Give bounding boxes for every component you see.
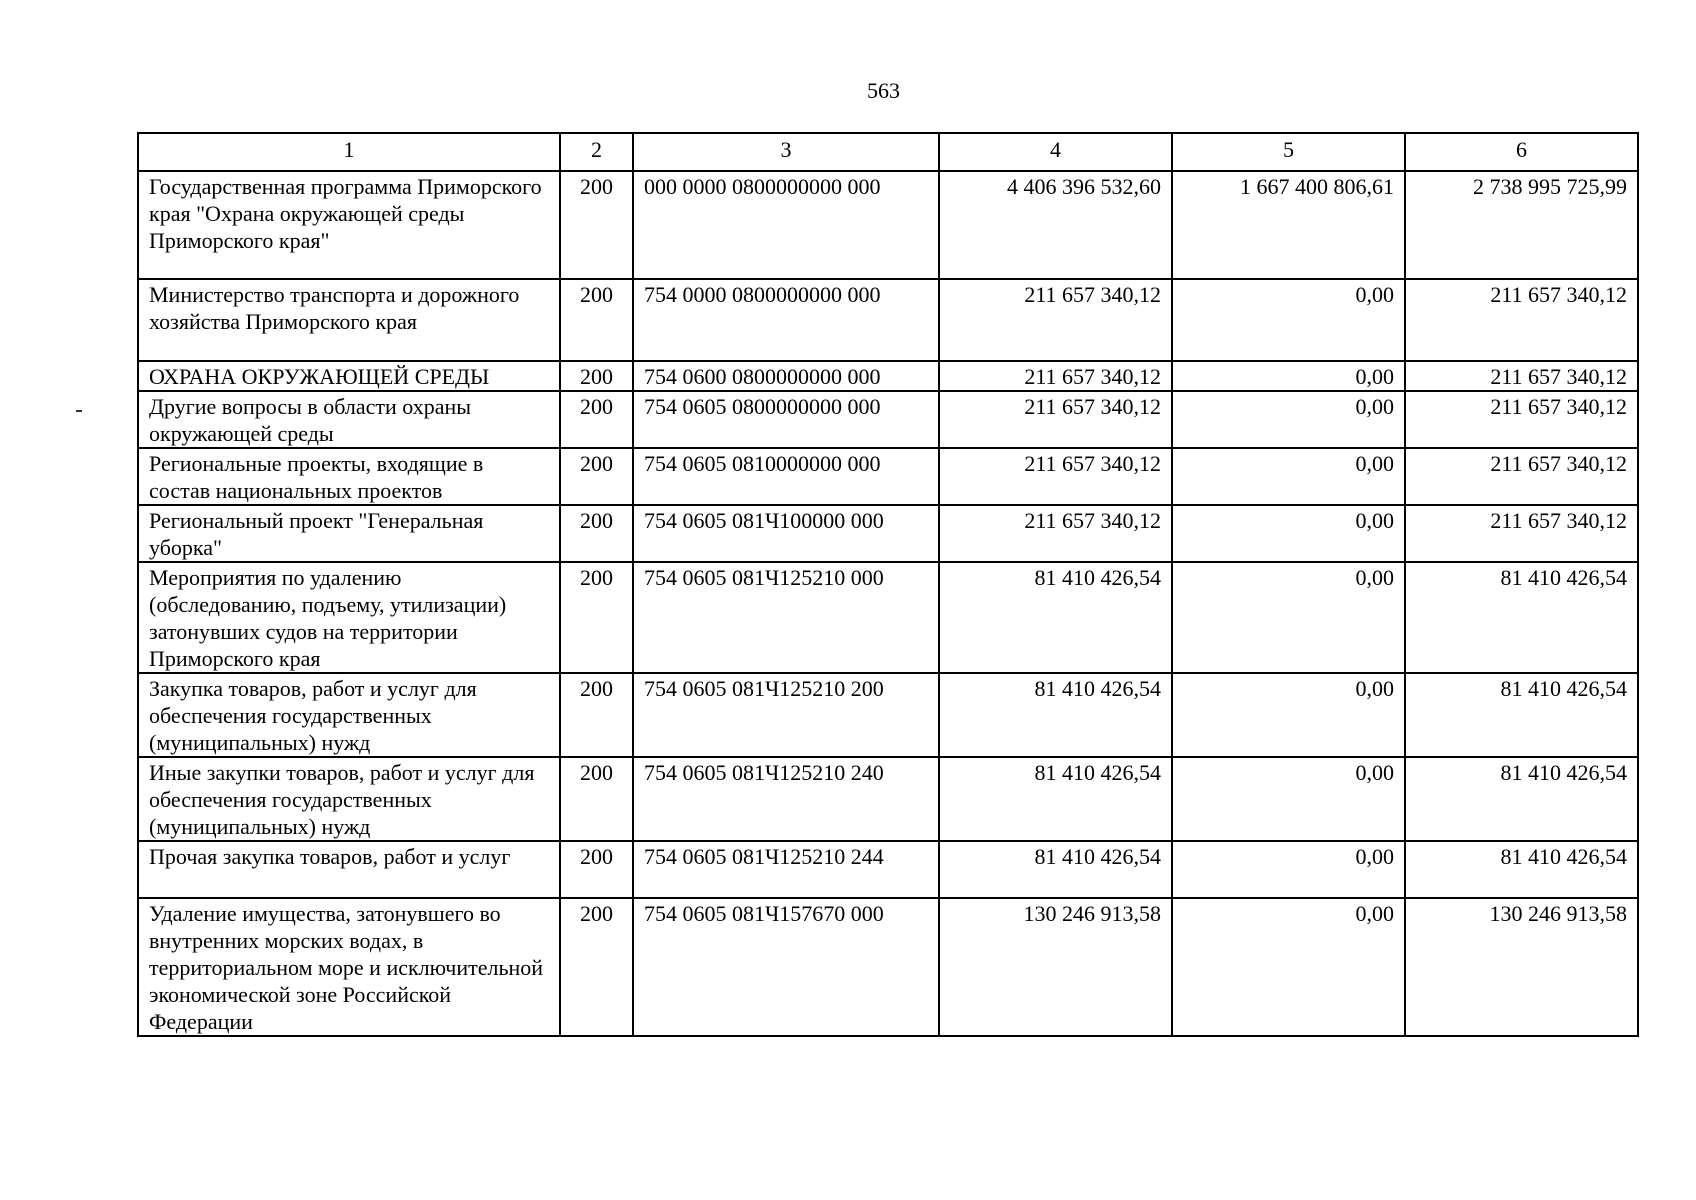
header-row xyxy=(138,133,1638,171)
row-value-4: 211 657 340,12 xyxy=(939,391,1172,448)
row-value-6: 81 410 426,54 xyxy=(1405,562,1638,673)
table-row xyxy=(138,673,1638,757)
row-group: 200 xyxy=(560,361,633,391)
row-value-5: 0,00 xyxy=(1172,841,1405,898)
row-value-4: 81 410 426,54 xyxy=(939,562,1172,673)
row-code: 754 0605 081Ч125210 244 xyxy=(633,841,939,898)
row-group: 200 xyxy=(560,562,633,673)
row-value-5: 0,00 xyxy=(1172,673,1405,757)
table-row xyxy=(138,757,1638,841)
row-value-6: 130 246 913,58 xyxy=(1405,898,1638,1036)
page-number: 563 xyxy=(867,78,900,103)
row-code: 754 0605 081Ч125210 000 xyxy=(633,562,939,673)
row-value-5: 0,00 xyxy=(1172,757,1405,841)
row-name: Иные закупки товаров, работ и услуг для обеспечения государственных (муниципальных) нужд xyxy=(138,757,560,841)
row-value-5: 0,00 xyxy=(1172,562,1405,673)
row-code: 754 0605 081Ч125210 200 xyxy=(633,673,939,757)
table-row xyxy=(138,562,1638,673)
row-value-4: 4 406 396 532,60 xyxy=(939,171,1172,279)
row-value-4: 211 657 340,12 xyxy=(939,279,1172,361)
row-value-6: 211 657 340,12 xyxy=(1405,279,1638,361)
table-row xyxy=(138,171,1638,279)
table-row xyxy=(138,448,1638,505)
row-group: 200 xyxy=(560,279,633,361)
row-value-6: 81 410 426,54 xyxy=(1405,841,1638,898)
budget-table xyxy=(137,132,1639,1037)
row-name: Прочая закупка товаров, работ и услуг xyxy=(138,841,560,898)
row-group: 200 xyxy=(560,171,633,279)
column-header-3: 3 xyxy=(633,133,939,171)
row-value-6: 211 657 340,12 xyxy=(1405,448,1638,505)
row-value-4: 81 410 426,54 xyxy=(939,757,1172,841)
row-code: 754 0605 081Ч157670 000 xyxy=(633,898,939,1036)
row-name: Удаление имущества, затонувшего во внутренних морских водах, в территориальном море и исключительной экономической зоне Российской Федерации xyxy=(138,898,560,1036)
row-value-4: 211 657 340,12 xyxy=(939,361,1172,391)
row-group: 200 xyxy=(560,673,633,757)
row-value-4: 130 246 913,58 xyxy=(939,898,1172,1036)
row-group: 200 xyxy=(560,898,633,1036)
row-value-5: 1 667 400 806,61 xyxy=(1172,171,1405,279)
row-code: 754 0605 081Ч100000 000 xyxy=(633,505,939,562)
row-group: 200 xyxy=(560,841,633,898)
row-value-4: 211 657 340,12 xyxy=(939,505,1172,562)
table-row xyxy=(138,898,1638,1036)
column-header-1: 1 xyxy=(138,133,560,171)
table-header xyxy=(138,133,1638,171)
table-body xyxy=(138,171,1638,1036)
row-value-5: 0,00 xyxy=(1172,279,1405,361)
column-header-5: 5 xyxy=(1172,133,1405,171)
table-row xyxy=(138,391,1638,448)
row-code: 754 0605 081Ч125210 240 xyxy=(633,757,939,841)
row-name: ОХРАНА ОКРУЖАЮЩЕЙ СРЕДЫ xyxy=(138,361,560,391)
row-value-4: 211 657 340,12 xyxy=(939,448,1172,505)
row-name: Региональные проекты, входящие в состав национальных проектов xyxy=(138,448,560,505)
scan-mark xyxy=(76,410,82,412)
row-name: Региональный проект "Генеральная уборка" xyxy=(138,505,560,562)
row-group: 200 xyxy=(560,757,633,841)
row-value-6: 81 410 426,54 xyxy=(1405,757,1638,841)
row-code: 754 0605 0800000000 000 xyxy=(633,391,939,448)
column-header-4: 4 xyxy=(939,133,1172,171)
table-row xyxy=(138,505,1638,562)
row-code: 000 0000 0800000000 000 xyxy=(633,171,939,279)
row-value-4: 81 410 426,54 xyxy=(939,841,1172,898)
row-name: Другие вопросы в области охраны окружающей среды xyxy=(138,391,560,448)
row-value-6: 81 410 426,54 xyxy=(1405,673,1638,757)
row-value-6: 211 657 340,12 xyxy=(1405,361,1638,391)
row-value-6: 211 657 340,12 xyxy=(1405,505,1638,562)
table-row xyxy=(138,279,1638,361)
row-value-4: 81 410 426,54 xyxy=(939,673,1172,757)
row-value-5: 0,00 xyxy=(1172,505,1405,562)
row-code: 754 0000 0800000000 000 xyxy=(633,279,939,361)
column-header-6: 6 xyxy=(1405,133,1638,171)
row-group: 200 xyxy=(560,391,633,448)
row-group: 200 xyxy=(560,448,633,505)
column-header-2: 2 xyxy=(560,133,633,171)
row-value-6: 2 738 995 725,99 xyxy=(1405,171,1638,279)
row-name: Министерство транспорта и дорожного хозяйства Приморского края xyxy=(138,279,560,361)
row-value-6: 211 657 340,12 xyxy=(1405,391,1638,448)
row-code: 754 0600 0800000000 000 xyxy=(633,361,939,391)
row-code: 754 0605 0810000000 000 xyxy=(633,448,939,505)
row-value-5: 0,00 xyxy=(1172,448,1405,505)
row-value-5: 0,00 xyxy=(1172,391,1405,448)
table-row xyxy=(138,361,1638,391)
row-name: Мероприятия по удалению (обследованию, подъему, утилизации) затонувших судов на территории Приморского края xyxy=(138,562,560,673)
row-value-5: 0,00 xyxy=(1172,361,1405,391)
row-name: Закупка товаров, работ и услуг для обеспечения государственных (муниципальных) нужд xyxy=(138,673,560,757)
row-name: Государственная программа Приморского края "Охрана окружающей среды Приморского края" xyxy=(138,171,560,279)
table-row xyxy=(138,841,1638,898)
row-group: 200 xyxy=(560,505,633,562)
row-value-5: 0,00 xyxy=(1172,898,1405,1036)
